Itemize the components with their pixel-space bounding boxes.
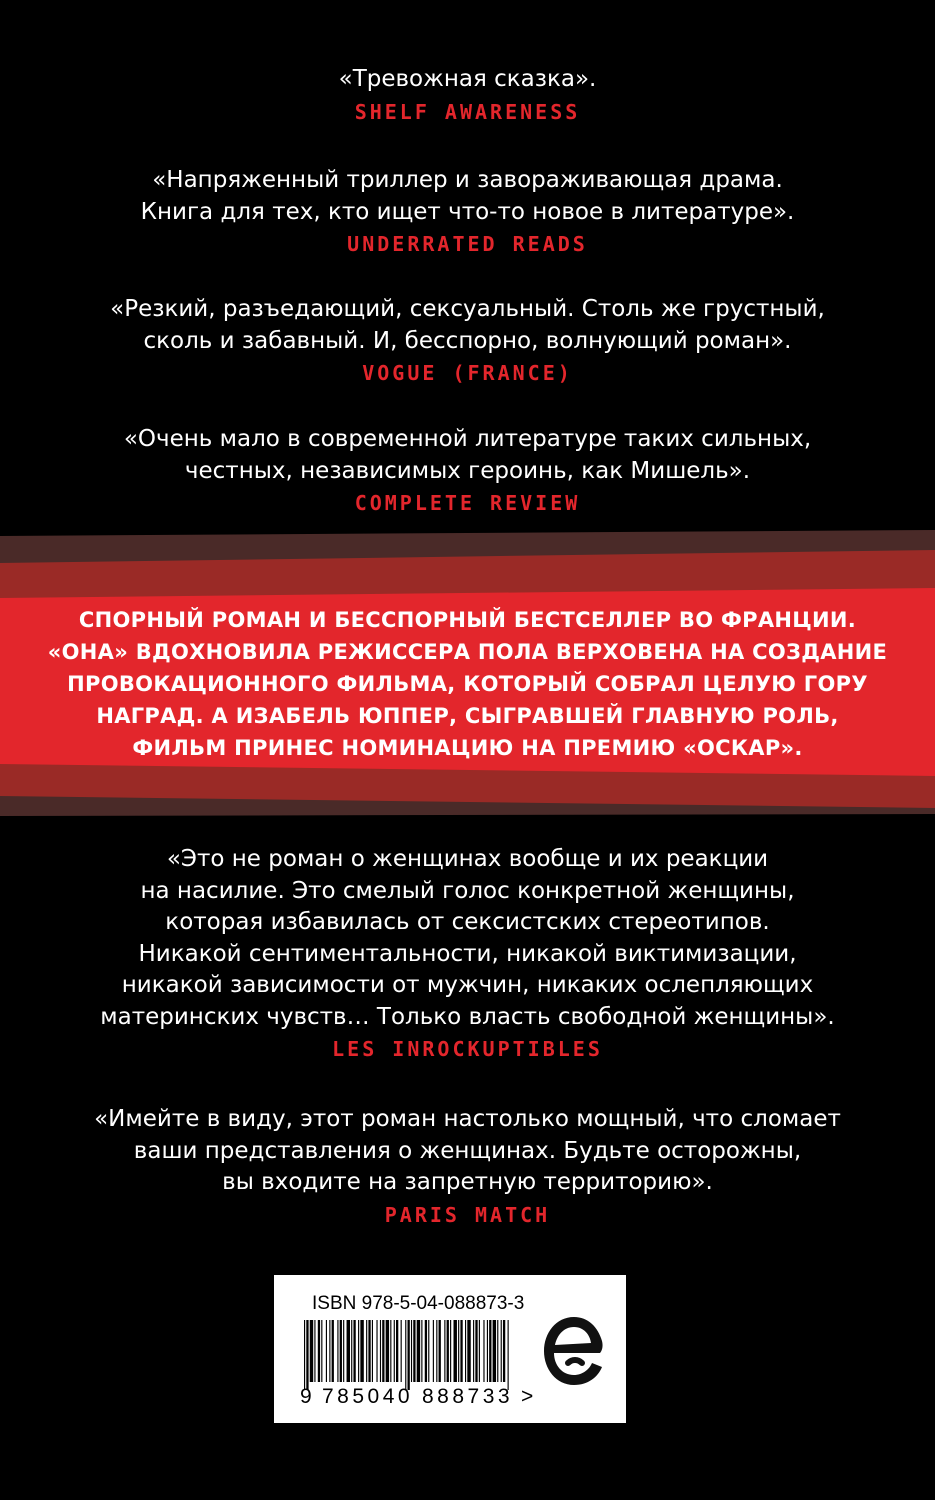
barcode-bar (368, 1320, 370, 1382)
barcode-bar (489, 1320, 491, 1382)
barcode-bar (483, 1320, 484, 1382)
quote-line: сколь и забавный. И, бесспорно, волнующий роман». (143, 327, 792, 354)
quote-block (0, 844, 935, 1064)
barcode-bar (497, 1320, 498, 1382)
quote-source: PARIS MATCH (384, 1202, 551, 1227)
barcode-bar (454, 1320, 457, 1382)
barcode-bar (337, 1320, 338, 1382)
quote-line: «Очень мало в современной литературе таких сильных, (123, 426, 812, 452)
barcode-bar (503, 1320, 505, 1382)
barcode-bar (329, 1320, 330, 1382)
quote-block (0, 424, 935, 518)
barcode-bar (358, 1320, 359, 1382)
barcode-digit-end: > (521, 1385, 534, 1408)
band-line: «ОНА» ВДОХНОВИЛА РЕЖИССЕРА ПОЛА ВЕРХОВЕНА НА СОЗДАНИЕ (47, 640, 888, 664)
barcode-bar (479, 1320, 480, 1382)
barcode-bar (417, 1320, 420, 1382)
band-line: НАГРАД. А ИЗАБЕЛЬ ЮППЕР, СЫГРАВШЕЙ ГЛАВНУЮ РОЛЬ, (96, 704, 839, 728)
barcode-bar (382, 1320, 384, 1382)
quote-line: «Тревожная сказка». (338, 66, 597, 92)
barcode-bar (473, 1320, 474, 1382)
barcode-bar (380, 1320, 381, 1382)
quote-line: ваши представления о женщинах. Будьте осторожны, (133, 1137, 802, 1164)
barcode-bar (366, 1320, 367, 1382)
barcode-bar (390, 1320, 391, 1382)
barcode-box (274, 1275, 626, 1423)
barcode-bar (314, 1320, 315, 1382)
quote-line: никакой зависимости от мужчин, никаких ослепляющих (121, 972, 814, 998)
barcode-bar (321, 1320, 322, 1382)
eksmo-logo-icon (538, 1311, 610, 1391)
quote-line: честных, независимых героинь, как Мишель». (184, 457, 751, 484)
quote-line: на насилие. Это смелый голос конкретной женщины, (140, 877, 795, 904)
quote-line: «Резкий, разъедающий, сексуальный. Столь же грустный, (110, 296, 825, 322)
barcode-bar (447, 1320, 449, 1382)
barcode-bar (465, 1320, 466, 1382)
barcode-bar (408, 1320, 410, 1390)
barcode-bar (425, 1320, 427, 1382)
quote-block (0, 165, 935, 259)
barcode-bar (401, 1320, 402, 1382)
quote-source: COMPLETE REVIEW (354, 491, 581, 515)
barcode-bar (347, 1320, 350, 1382)
isbn-label: ISBN 978-5-04-088873-3 (312, 1293, 525, 1314)
quote-block (0, 1104, 935, 1230)
barcode-bar (475, 1320, 477, 1382)
barcode-bar (428, 1320, 429, 1382)
quote-source: UNDERRATED READS (347, 232, 588, 256)
barcode-bar (493, 1320, 496, 1382)
quote-line: материнских чувств… Только власть свободной женщины». (100, 1003, 835, 1030)
band-line: СПОРНЫЙ РОМАН И БЕССПОРНЫЙ БЕСТСЕЛЛЕР ВО ФРАНЦИИ. (78, 608, 857, 632)
barcode-bar (436, 1320, 437, 1382)
barcode-bar (396, 1320, 398, 1382)
quote-line: вы входите на запретную территорию». (222, 1169, 713, 1195)
quote-line: «Напряженный триллер и завораживающая драма. (152, 167, 783, 193)
barcode-bar (343, 1320, 344, 1382)
barcode-bar (394, 1320, 395, 1382)
barcode-bar (444, 1320, 445, 1382)
barcode-bar (386, 1320, 389, 1382)
barcode-bar (372, 1320, 373, 1382)
barcode-bar (326, 1320, 327, 1382)
barcode-bars (304, 1320, 514, 1390)
barcode-bar (376, 1320, 377, 1382)
barcode-bar (467, 1320, 470, 1382)
barcode-bar (318, 1320, 320, 1382)
barcode-bar (306, 1320, 308, 1390)
barcode-bar (433, 1320, 434, 1382)
barcode-digit-first: 9 (300, 1385, 312, 1408)
quote-line: «Это не роман о женщинах вообще и их реакции (166, 846, 769, 872)
quote-source: LES INROCKUPTIBLES (332, 1037, 603, 1061)
barcode-bar (501, 1320, 502, 1382)
barcode-bar (508, 1320, 509, 1390)
barcode-bar (411, 1320, 412, 1382)
barcode-bar (353, 1320, 355, 1382)
quote-line: Книга для тех, кто ищет что-то новое в литературе». (140, 198, 795, 225)
quote-line: которая избавилась от сексистских стереотипов. (165, 909, 770, 935)
barcode-bar (360, 1320, 363, 1382)
quote-block (0, 294, 935, 388)
barcode-bar (340, 1320, 342, 1382)
barcode-digits-right: 888733 (422, 1385, 514, 1408)
barcode-bar (421, 1320, 422, 1382)
barcode-digits-left: 785040 (322, 1385, 414, 1408)
barcode-bar (487, 1320, 488, 1382)
band-line: ФИЛЬМ ПРИНЕС НОМИНАЦИЮ НА ПРЕМИЮ «ОСКАР». (132, 736, 803, 760)
barcode-bar (332, 1320, 334, 1382)
barcode-bar (439, 1320, 441, 1382)
barcode-bar (460, 1320, 462, 1382)
barcode-bar (458, 1320, 459, 1382)
barcode-bar (310, 1320, 313, 1382)
barcode-bar (351, 1320, 352, 1382)
barcode-bar (304, 1320, 305, 1390)
barcode-bar (413, 1320, 415, 1382)
barcode-bar (405, 1320, 406, 1390)
quote-source: SHELF AWARENESS (354, 99, 581, 124)
band-line: ПРОВОКАЦИОННОГО ФИЛЬМА, КОТОРЫЙ СОБРАЛ ЦЕЛУЮ ГОРУ (67, 672, 868, 696)
quote-block (0, 64, 935, 127)
quote-line: «Имейте в виду, этот роман настолько мощный, что сломает (94, 1106, 841, 1132)
quote-source: VOGUE (FRANCE) (362, 361, 573, 385)
quote-line: Никакой сентиментальности, никакой виктимизации, (138, 940, 797, 967)
band-text (0, 604, 935, 764)
barcode-bar (450, 1320, 451, 1382)
